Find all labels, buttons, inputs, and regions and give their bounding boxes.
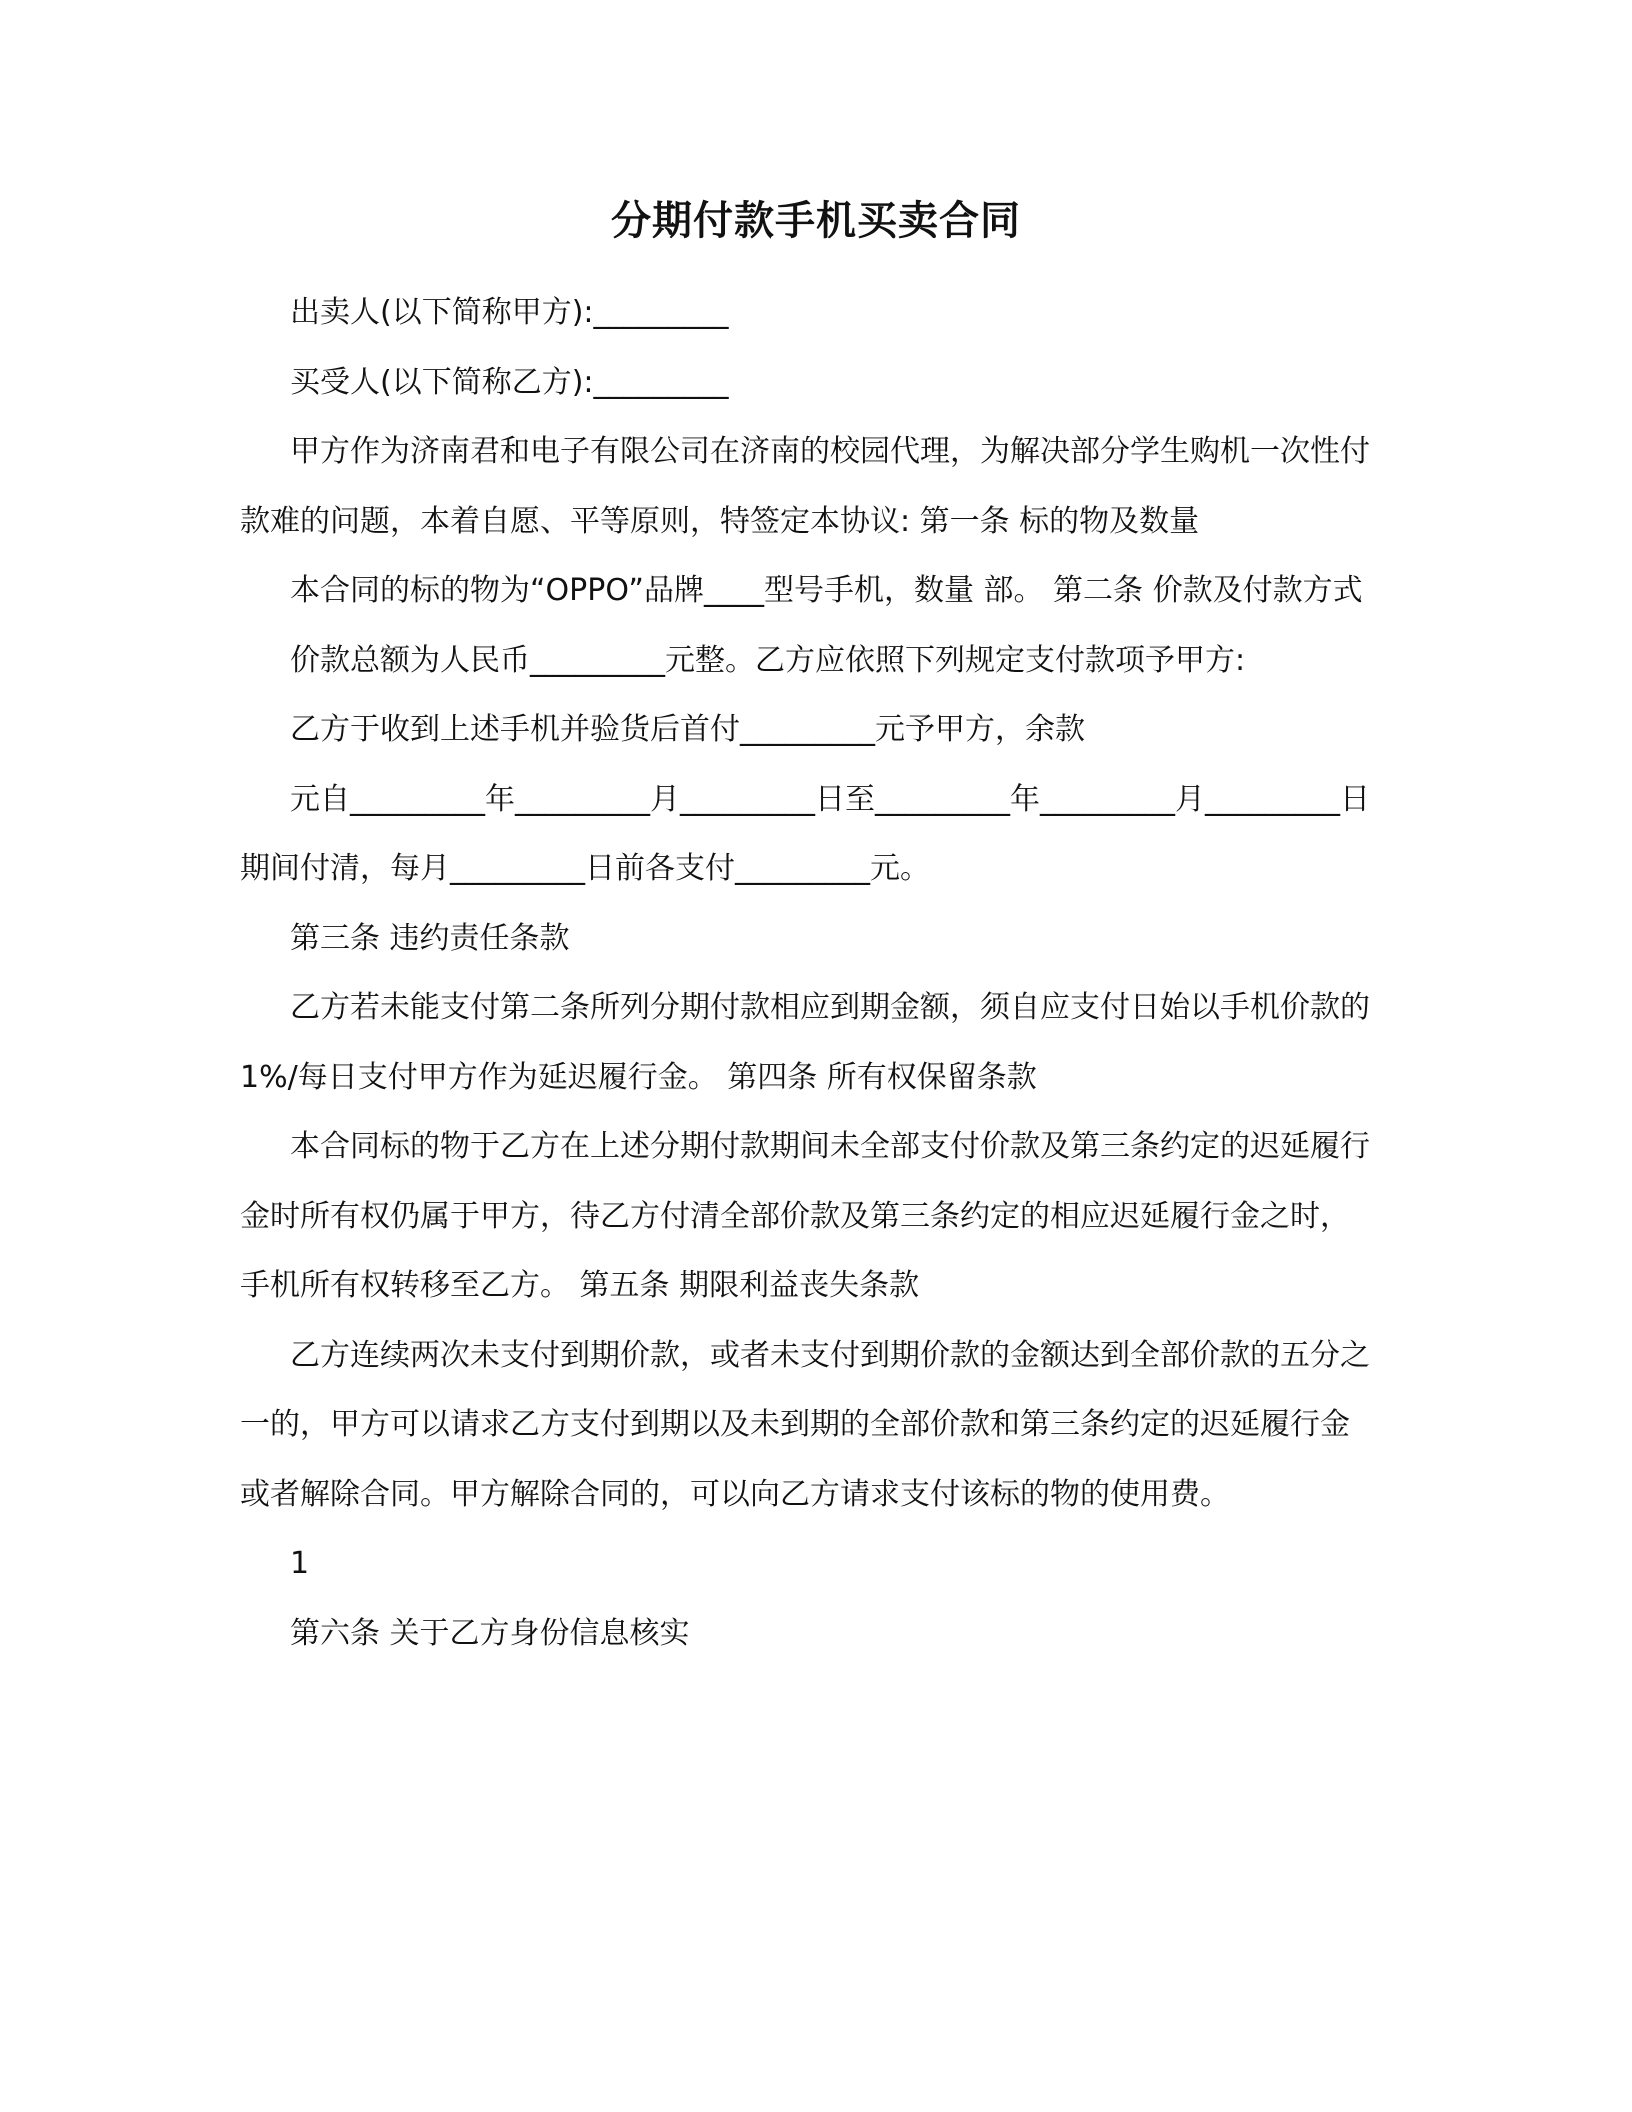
- ownership-retention-paragraph: 本合同标的物于乙方在上述分期付款期间未全部支付价款及第三条约定的迟延履行金时所有权仍属于甲方，待乙方付清全部价款及第三条约定的相应迟延履行金之时，手机所有权转移至乙方。 第五条 期限利益丧失条款: [240, 1129, 1370, 1303]
- preamble-paragraph: 甲方作为济南君和电子有限公司在济南的校园代理，为解决部分学生购机一次性付款难的问题，本着自愿、平等原则，特签定本协议: 第一条 标的物及数量: [240, 434, 1370, 539]
- document-title: 分期付款手机买卖合同: [611, 198, 1021, 244]
- page-number: 1: [290, 1546, 310, 1581]
- acceleration-paragraph: 乙方连续两次未支付到期价款，或者未支付到期价款的金额达到全部价款的五分之一的，甲方可以请求乙方支付到期以及未到期的全部价款和第三条约定的迟延履行金或者解除合同。甲方解除合同的，可以向乙方请求支付该标的物的使用费。: [240, 1337, 1370, 1512]
- total-price-paragraph: 价款总额为人民币_________元整。乙方应依照下列规定支付款项予甲方:: [290, 642, 1246, 678]
- installment-schedule-paragraph: 元自_________年_________月_________日至_________年_________月_________日期间付清，每月_________日前各支付_________元。: [240, 781, 1370, 886]
- buyer-line: 买受人(以下简称乙方):_________: [290, 364, 729, 400]
- breach-liability-paragraph: 乙方若未能支付第二条所列分期付款相应到期金额，须自应支付日始以手机价款的 1%/每日支付甲方作为延迟履行金。 第四条 所有权保留条款: [240, 990, 1370, 1095]
- article-three-heading: 第三条 违约责任条款: [290, 920, 570, 956]
- subject-matter-paragraph: 本合同的标的物为“OPPO”品牌____型号手机，数量 部。 第二条 价款及付款方式: [290, 573, 1363, 608]
- down-payment-paragraph: 乙方于收到上述手机并验货后首付_________元予甲方，余款: [290, 712, 1085, 747]
- article-six-heading: 第六条 关于乙方身份信息核实: [290, 1615, 690, 1651]
- document-body: [240, 278, 1370, 1668]
- seller-line: 出卖人(以下简称甲方):_________: [290, 295, 729, 330]
